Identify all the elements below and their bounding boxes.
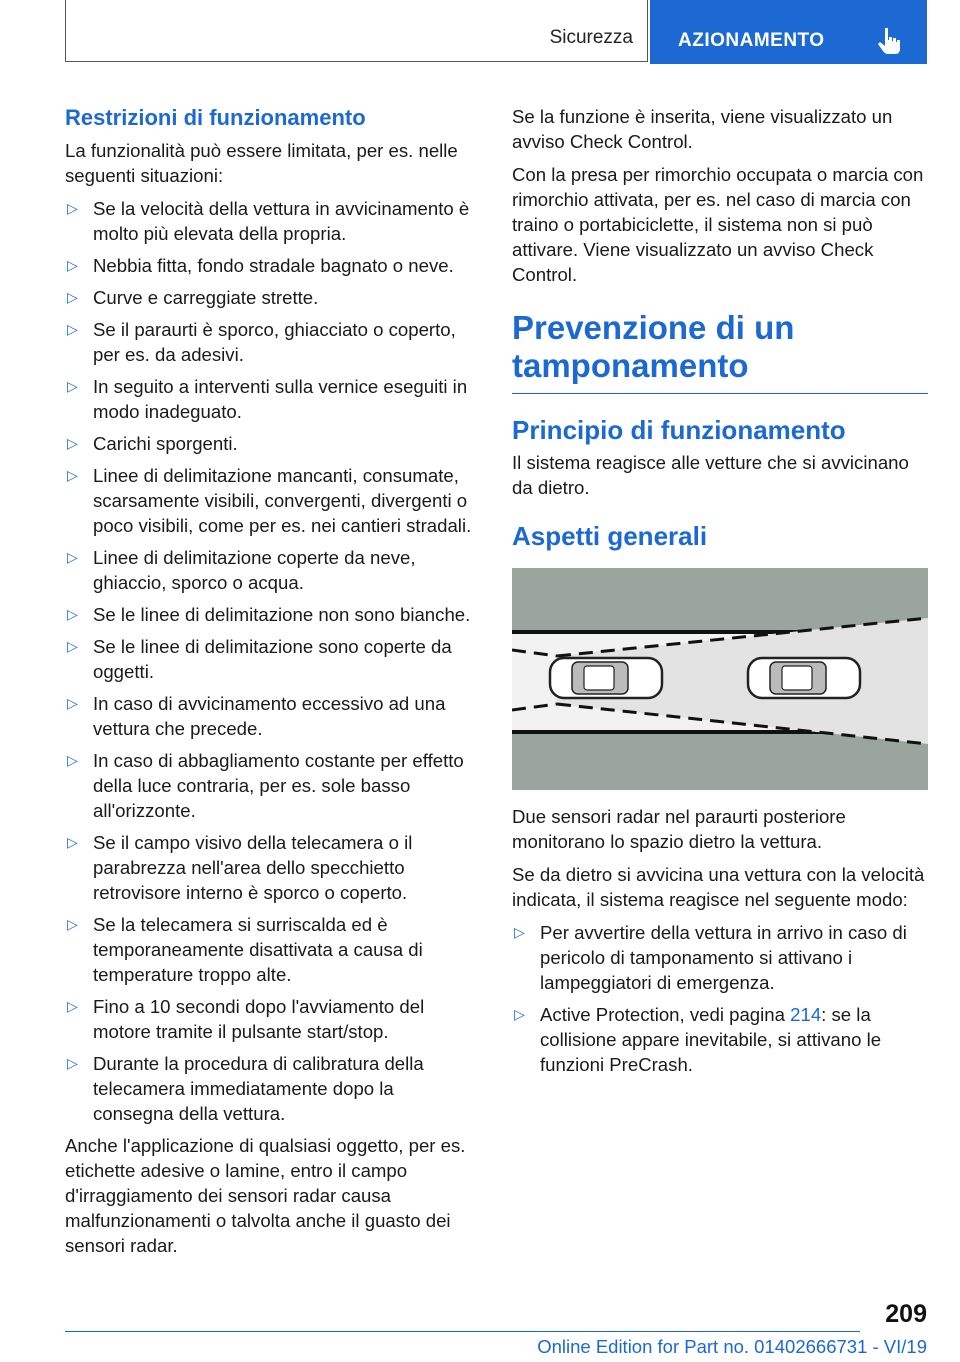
list-item xyxy=(65,374,477,424)
bullet-triangle-icon: ▷ xyxy=(67,1055,78,1071)
list-item-text: Se le linee di delimitazione non sono bianche. xyxy=(93,604,471,625)
list-item xyxy=(65,196,477,246)
list-item-text: Durante la procedura di calibratura della telecamera immediatamente dopo la consegna della vettura. xyxy=(93,1053,424,1124)
list-item-text: Se il campo visivo della telecamera o il parabrezza nell'area dello specchietto retrovisore interno è sporco o coperto. xyxy=(93,832,413,903)
section-heading-restrictions: Restrizioni di funzionamento xyxy=(65,105,366,130)
list-item xyxy=(65,912,477,987)
approach-paragraph: Se da dietro si avvicina una vettura con la velocità indicata, il sistema reagisce nel seguente modo: xyxy=(512,864,925,910)
list-item xyxy=(512,1002,928,1077)
list-item-text: Se la velocità della vettura in avvicinamento è molto più elevata della propria. xyxy=(93,198,470,244)
list-item xyxy=(512,920,928,995)
list-item-text: Curve e carreggiate strette. xyxy=(93,287,319,308)
page-number: 209 xyxy=(885,1300,927,1328)
restrictions-outro: Anche l'applicazione di qualsiasi oggetto, per es. etichette adesive o lamine, entro il campo d'irraggiamento dei sensori radar causa malfunzionamenti o talvolta anche il guasto dei sensori radar. xyxy=(65,1135,466,1256)
list-item-text: Se le linee di delimitazione sono coperte da oggetti. xyxy=(93,636,452,682)
subheading-principle: Principio di funzionamento xyxy=(512,415,846,445)
left-column xyxy=(65,104,477,1266)
list-item xyxy=(65,545,477,595)
bullet-triangle-icon: ▷ xyxy=(67,752,78,768)
bullet-triangle-icon: ▷ xyxy=(67,200,78,216)
restrictions-list xyxy=(65,196,477,1126)
list-item-text: Fino a 10 secondi dopo l'avviamento del motore tramite il pulsante start/stop. xyxy=(93,996,425,1042)
list-item xyxy=(65,602,477,627)
bullet-triangle-icon: ▷ xyxy=(67,289,78,305)
radar-sensors-paragraph: Due sensori radar nel paraurti posteriore monitorano lo spazio dietro la vettura. xyxy=(512,806,846,852)
list-item-text: Carichi sporgenti. xyxy=(93,433,238,454)
footer-edition: Online Edition for Part no. 01402666731 - VI/19 xyxy=(537,1336,927,1357)
list-item-text: Linee di delimitazione mancanti, consumate, scarsamente visibili, convergenti, divergenti o poco visibili, come per es. nei cantieri stradali. xyxy=(93,465,472,536)
list-item xyxy=(65,317,477,367)
header-section-box xyxy=(65,0,648,62)
bullet-triangle-icon: ▷ xyxy=(514,924,525,940)
bullet-triangle-icon: ▷ xyxy=(67,606,78,622)
rear-car xyxy=(550,658,662,698)
reaction-list xyxy=(512,920,928,1077)
page-reference-link[interactable]: 214 xyxy=(790,1004,822,1025)
right-column xyxy=(512,104,928,1084)
bullet-triangle-icon: ▷ xyxy=(67,549,78,565)
list-item xyxy=(65,431,477,456)
list-item-text: Se il paraurti è sporco, ghiacciato o coperto, per es. da adesivi. xyxy=(93,319,456,365)
bullet-triangle-icon: ▷ xyxy=(67,378,78,394)
principle-text: Il sistema reagisce alle vetture che si avvicinano da dietro. xyxy=(512,452,909,498)
list-item xyxy=(65,994,477,1044)
bullet-triangle-icon: ▷ xyxy=(67,998,78,1014)
list-item-text-suffix: : se la collisione appare inevitabile, si attivano le funzioni PreCrash. xyxy=(540,1004,882,1075)
trailer-paragraph: Con la presa per rimorchio occupata o marcia con rimorchio attivata, per es. nel caso di marcia con traino o portabiciclette, il sistema non si può attivare. Viene visualizzato un avviso Check Control. xyxy=(512,164,924,285)
bullet-triangle-icon: ▷ xyxy=(67,467,78,483)
list-item-text: Linee di delimitazione coperte da neve, ghiaccio, sporco o acqua. xyxy=(93,547,416,593)
list-item-text: Per avvertire della vettura in arrivo in caso di pericolo di tamponamento si attivano i lampeggiatori di emergenza. xyxy=(540,922,907,993)
bullet-triangle-icon: ▷ xyxy=(514,1006,525,1022)
list-item-text: In caso di abbagliamento costante per effetto della luce contraria, per es. sole basso all'orizzonte. xyxy=(93,750,464,821)
chapter-title: Prevenzione di un tamponamento xyxy=(512,309,928,394)
header-chapter-tab[interactable] xyxy=(650,0,927,64)
list-item xyxy=(65,463,477,538)
bullet-triangle-icon: ▷ xyxy=(67,321,78,337)
list-item-text: In seguito a interventi sulla vernice eseguiti in modo inadeguato. xyxy=(93,376,468,422)
pointing-hand-icon xyxy=(876,26,906,56)
bullet-triangle-icon: ▷ xyxy=(67,695,78,711)
list-item xyxy=(65,285,477,310)
list-item xyxy=(65,830,477,905)
bullet-triangle-icon: ▷ xyxy=(67,435,78,451)
subheading-general: Aspetti generali xyxy=(512,521,708,551)
bullet-triangle-icon: ▷ xyxy=(67,638,78,654)
list-item xyxy=(65,691,477,741)
list-item-text: In caso di avvicinamento eccessivo ad una vettura che precede. xyxy=(93,693,446,739)
bullet-triangle-icon: ▷ xyxy=(67,834,78,850)
bullet-triangle-icon: ▷ xyxy=(67,916,78,932)
front-car xyxy=(748,658,860,698)
header-section-title: Sicurezza xyxy=(549,27,633,48)
bullet-triangle-icon: ▷ xyxy=(67,257,78,273)
page-header xyxy=(65,0,927,64)
list-item xyxy=(65,253,477,278)
list-item-text: Se la telecamera si surriscalda ed è temporaneamente disattivata a causa di temperature troppo alte. xyxy=(93,914,423,985)
restrictions-intro: La funzionalità può essere limitata, per es. nelle seguenti situazioni: xyxy=(65,140,458,186)
list-item-text-prefix: Active Protection, vedi pagina xyxy=(540,1004,791,1025)
list-item-text: Nebbia fitta, fondo stradale bagnato o neve. xyxy=(93,255,454,276)
list-item xyxy=(65,634,477,684)
radar-illustration xyxy=(512,568,928,790)
list-item xyxy=(65,748,477,823)
header-chapter-label: AZIONAMENTO xyxy=(678,30,825,51)
check-control-paragraph: Se la funzione è inserita, viene visualizzato un avviso Check Control. xyxy=(512,106,893,152)
footer-divider xyxy=(65,1331,860,1332)
list-item xyxy=(65,1051,477,1126)
